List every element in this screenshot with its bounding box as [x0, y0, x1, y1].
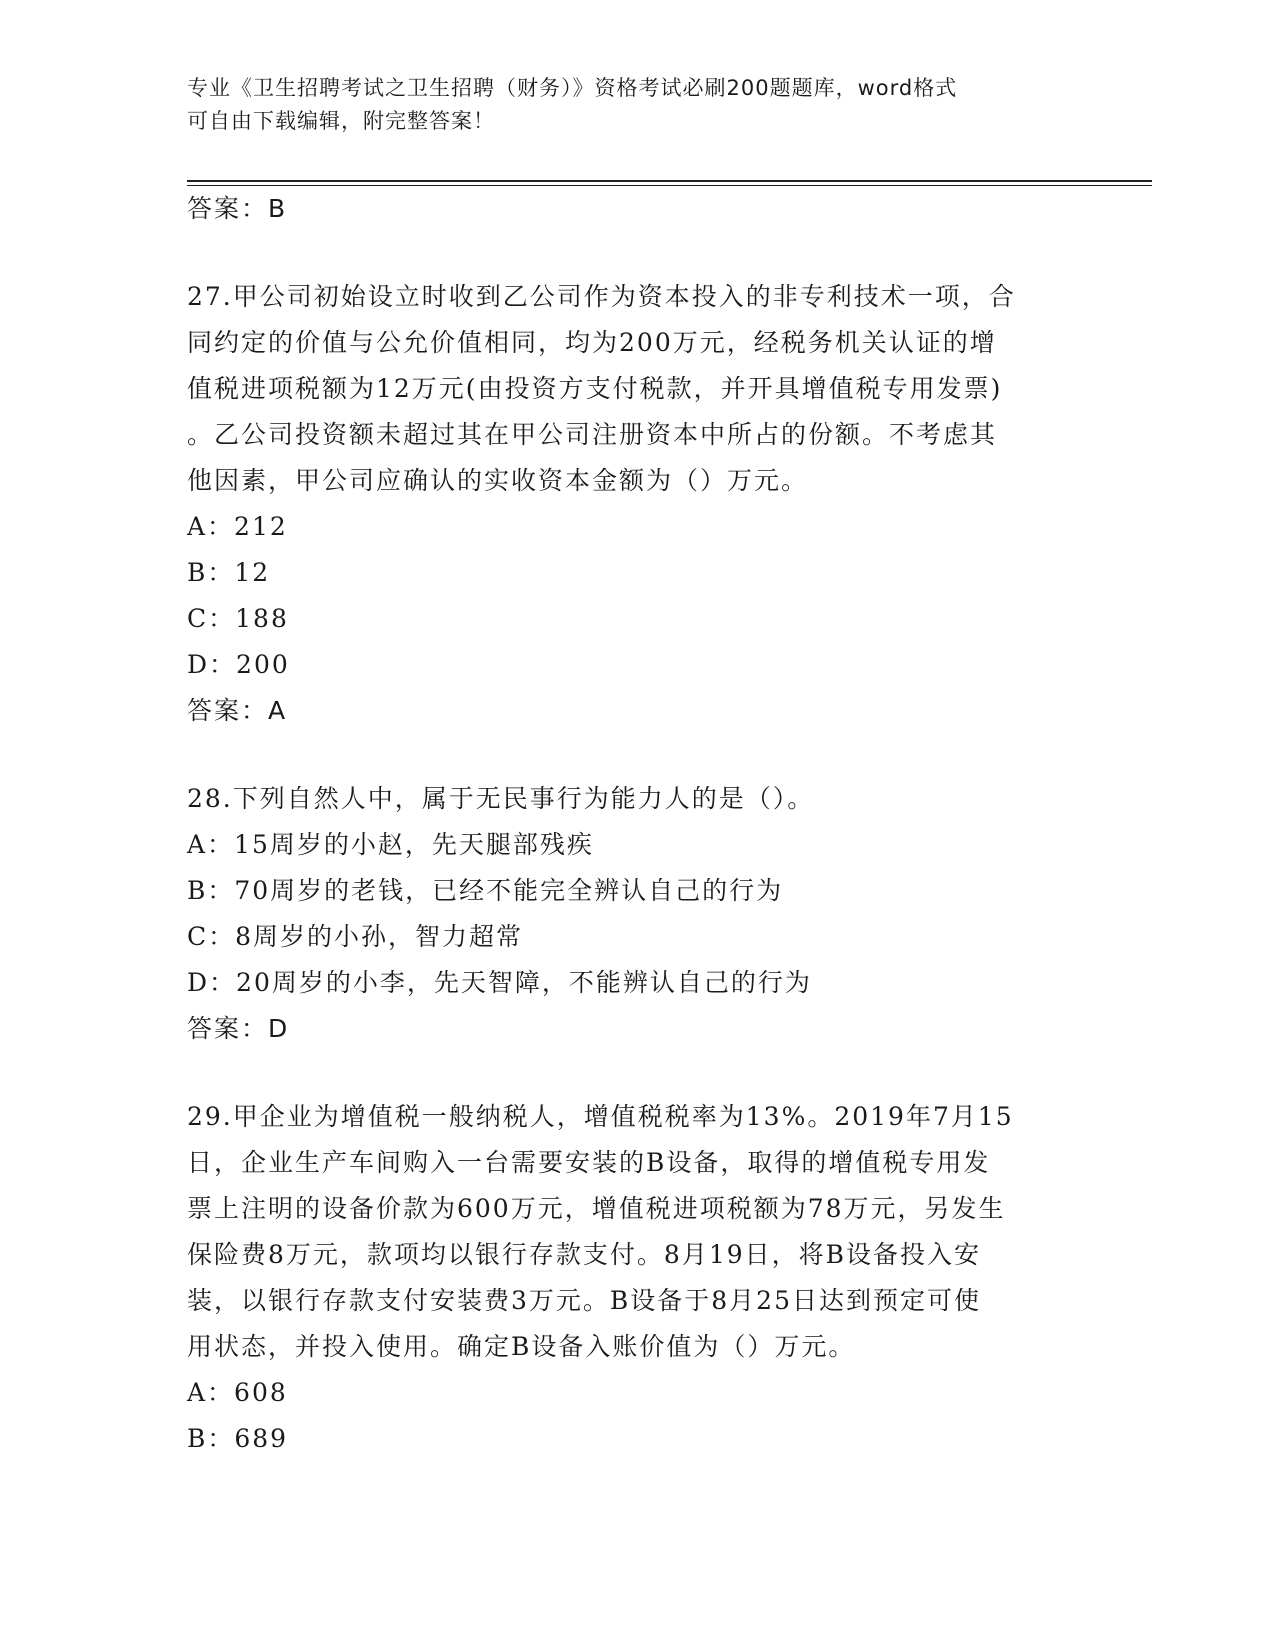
option-a: A：212 [187, 512, 288, 541]
option-b: B：12 [187, 558, 271, 587]
question-stem-line: 28.下列自然人中，属于无民事行为能力人的是（）。 [187, 784, 815, 813]
option-d: D：200 [187, 650, 290, 679]
question-stem-line: 日，企业生产车间购入一台需要安装的B设备，取得的增值税专用发 [187, 1148, 991, 1177]
option-c: C：8周岁的小孙，智力超常 [187, 922, 524, 951]
question-stem-line: 他因素，甲公司应确认的实收资本金额为（）万元。 [187, 466, 809, 495]
question-27 [187, 274, 1077, 734]
answer-line: 答案：D [187, 1014, 290, 1043]
option-a: A：608 [187, 1378, 288, 1407]
option-b: B：70周岁的老钱，已经不能完全辨认自己的行为 [187, 876, 784, 905]
option-d: D：20周岁的小李，先天智障，不能辨认自己的行为 [187, 968, 812, 997]
question-stem-line: 。乙公司投资额未超过其在甲公司注册资本中所占的份额。不考虑其 [187, 420, 998, 449]
option-c: C：188 [187, 604, 289, 633]
header-line: 可自由下载编辑，附完整答案！ [187, 109, 495, 133]
answer-line: 答案：A [187, 696, 288, 725]
header-line: 专业《卫生招聘考试之卫生招聘（财务）》资格考试必刷200题题库，word格式 [187, 76, 958, 100]
header-rule [187, 180, 1152, 182]
option-b: B：689 [187, 1424, 289, 1453]
question-stem-line: 值税进项税额为12万元(由投资方支付税款，并开具增值税专用发票) [187, 374, 1003, 403]
question-stem-line: 用状态，并投入使用。确定B设备入账价值为（）万元。 [187, 1332, 856, 1361]
answer-line: 答案：B [187, 194, 288, 223]
question-stem-line: 装，以银行存款支付安装费3万元。B设备于8月25日达到预定可使 [187, 1286, 981, 1315]
question-stem-line: 保险费8万元，款项均以银行存款支付。8月19日，将B设备投入安 [187, 1240, 981, 1269]
question-stem-line: 票上注明的设备价款为600万元，增值税进项税额为78万元，另发生 [187, 1194, 1006, 1223]
question-29 [187, 1094, 1077, 1462]
question-stem-line: 同约定的价值与公允价值相同，均为200万元，经税务机关认证的增 [187, 328, 997, 357]
document-header [187, 72, 1067, 138]
document-body [187, 186, 1077, 1462]
option-a: A：15周岁的小赵，先天腿部残疾 [187, 830, 594, 859]
question-stem-line: 29.甲企业为增值税一般纳税人，增值税税率为13%。2019年7月15 [187, 1102, 1014, 1131]
question-stem-line: 27.甲公司初始设立时收到乙公司作为资本投入的非专利技术一项，合 [187, 282, 1016, 311]
question-28 [187, 776, 1077, 1052]
